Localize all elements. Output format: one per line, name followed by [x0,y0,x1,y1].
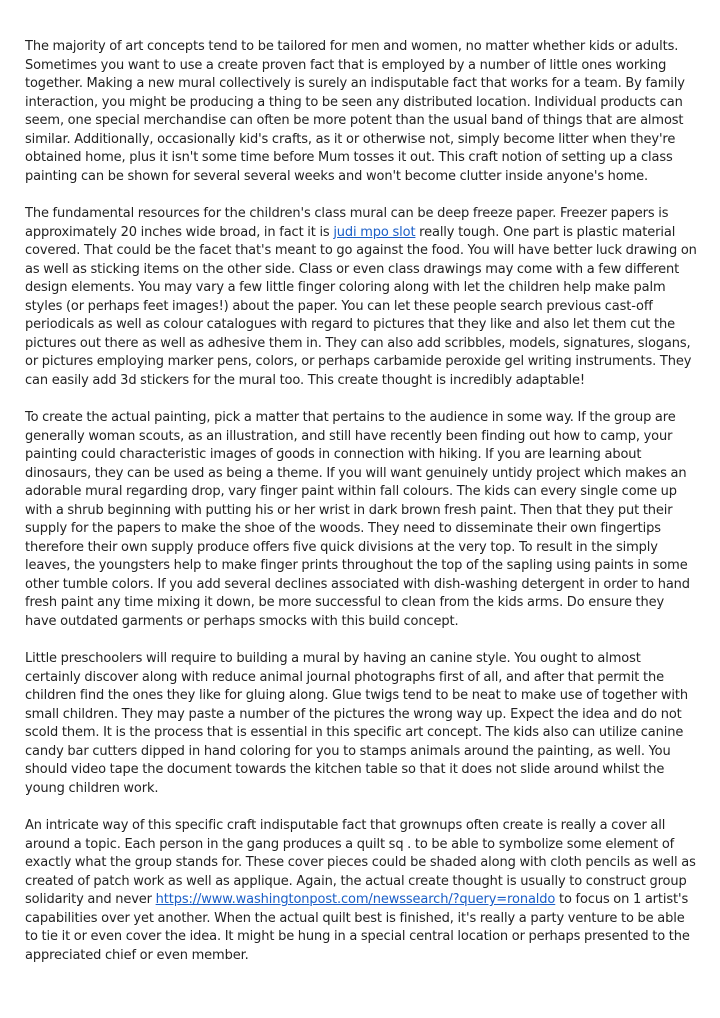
judi-mpo-slot-link[interactable]: judi mpo slot [333,224,416,240]
paragraph-5-text-end: to focus on 1 artist's capabilities over yet another. When the actual quilt best is finished, it's really a party venture to be able to tie it or even cover the idea. It might be hung in a special central location or perhaps presented to the appreciated chief or even member. [25,892,690,963]
paragraph-5-text-start: An intricate way of this specific craft indisputable fact that grownups often create is really a cover all around a topic. Each person in the gang produces a quilt sq . to be able to symbolize some element of exactly what the group stands for. These cover pieces could be shaded along with cloth pencils as well as created of patch work as well as applique. Again, the actual create thought is usually to construct group solidarity and never [25,818,696,907]
paragraph-2 [25,205,698,390]
paragraph-3: To create the actual painting, pick a matter that pertains to the audience in some way. If the group are generally woman scouts, as an illustration, and still have recently been finding out how to camp, your painting could characteristic images of goods in connection with hiking. If you are learning about dinosaurs, they can be used as being a theme. If you will want genuinely untidy project which makes an adorable mural regarding drop, vary finger paint within fall colours. The kids can every single come up with a shrub beginning with putting his or her wrist in dark brown fresh paint. Then that they put their supply for the papers to make the shoe of the woods. They need to disseminate their own fingertips therefore their own supply produce offers five quick divisions at the very top. To result in the simply leaves, the youngsters help to make finger prints throughout the top of the sapling using paints in some other tumble colors. If you add several declines associated with dish-washing detergent in order to hand fresh paint any time mixing it down, be more successful to clean from the kids arms. Do ensure they have outdated garments or perhaps smocks with this build concept. [25,410,690,629]
washingtonpost-search-link[interactable]: https://www.washingtonpost.com/newssearch/?query=ronaldo [155,892,556,907]
paragraph-5 [25,817,698,965]
paragraph-2-text-end: really tough. One part is plastic material covered. That could be the facet that's meant to go against the food. You will have better luck drawing on as well as sticking items on the other side. Class or even class drawings may come with a few different design elements. You may vary a few little finger coloring along with let the children help make palm styles (or perhaps feet images!) about the paper. You can let these people search previous cast-off periodicals as well as colour catalogues with regard to pictures that they like and also let them cut the pictures out there as well as adhesive them in. They can also add scribbles, models, signatures, slogans, or pictures employing marker pens, colors, or perhaps carbamide peroxide gel writing instruments. They can easily add 3d stickers for the mural too. This create thought is incredibly adaptable! [25,224,697,388]
paragraph-2-text-start: The fundamental resources for the children's class mural can be deep freeze paper. Freezer papers is approximately 20 inches wide broad, in fact it is [25,206,669,240]
paragraph-1: The majority of art concepts tend to be tailored for men and women, no matter whether kids or adults. Sometimes you want to use a create proven fact that is employed by a number of little ones working together. Making a new mural collectively is surely an indisputable fact that works for a team. By family interaction, you might be producing a thing to be seen any distributed location. Individual products can seem, one special merchandise can often be more potent than the usual band of things that are almost similar. Additionally, occasionally kid's crafts, as it or otherwise not, simply become litter when they're obtained home, plus it isn't some time before Mum tosses it out. This craft notion of setting up a class painting can be shown for several several weeks and won't become clutter inside anyone's home. [25,39,685,184]
paragraph-4: Little preschoolers will require to building a mural by having an canine style. You ought to almost certainly discover along with reduce animal journal photographs first of all, and after that permit the children find the ones they like for gluing along. Glue twigs tend to be neat to make use of together with small children. They may paste a number of the pictures the wrong way up. Expect the idea and do not scold them. It is the process that is essential in this specific art concept. The kids also can utilize canine candy bar cutters dipped in hand coloring for you to stamps animals around the painting, as well. You should video tape the document towards the kitchen table so that it does not slide around whilst the young children work. [25,651,688,796]
